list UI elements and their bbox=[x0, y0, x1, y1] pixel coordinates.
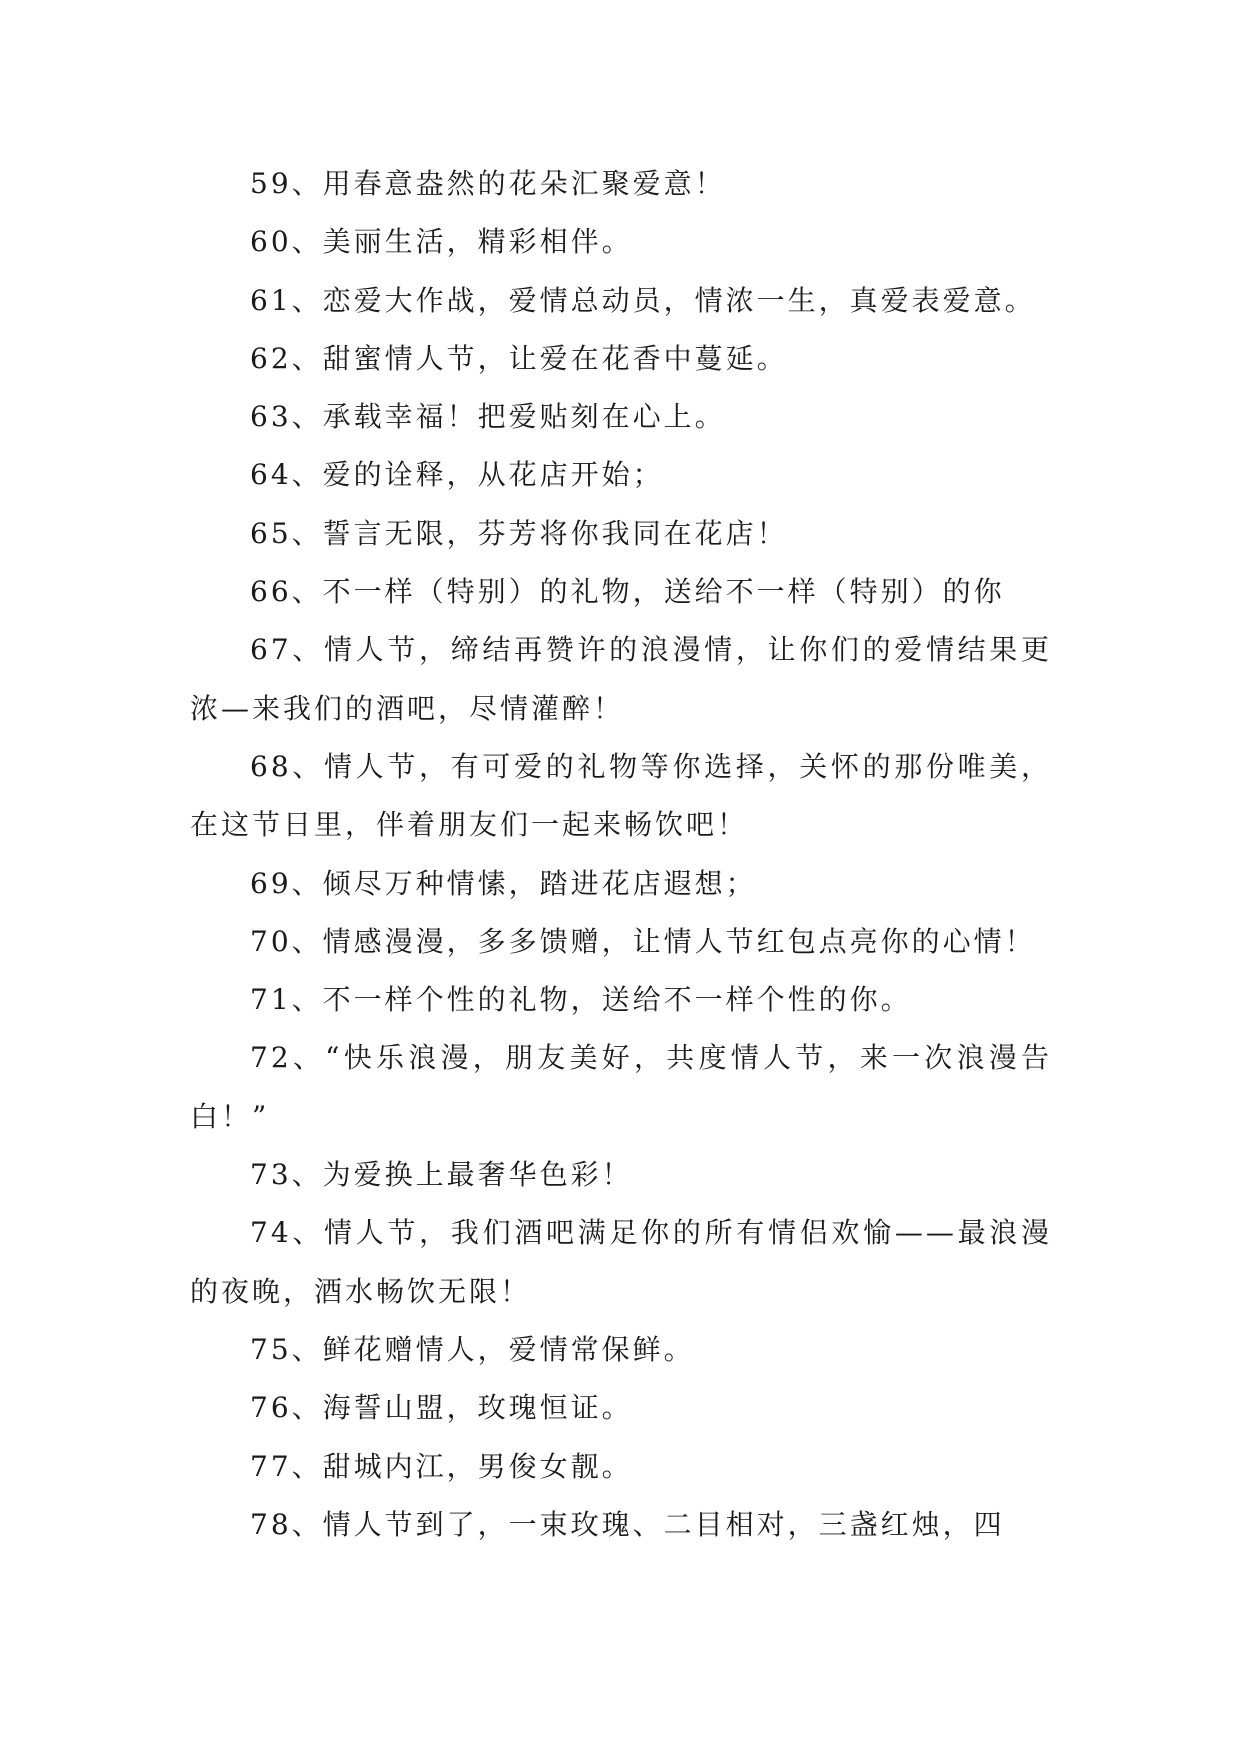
paragraph-76: 76、海誓山盟，玫瑰恒证。 bbox=[250, 1391, 633, 1425]
paragraph-74: 74、情人节，我们酒吧满足你的所有情侣欢愉——最浪漫的夜晚，酒水畅饮无限！ bbox=[190, 1216, 1052, 1308]
paragraph-60: 60、美丽生活，精彩相伴。 bbox=[250, 225, 633, 259]
paragraph-64: 64、爱的诠释，从花店开始； bbox=[250, 458, 664, 492]
paragraph-65: 65、誓言无限，芬芳将你我同在花店！ bbox=[250, 516, 788, 550]
paragraph-66: 66、不一样（特别）的礼物，送给不一样（特别）的你 bbox=[250, 575, 1005, 609]
paragraph-72: 72、“快乐浪漫，朋友美好，共度情人节，来一次浪漫告白！” bbox=[190, 1041, 1052, 1133]
paragraph-59: 59、用春意盎然的花朵汇聚爱意！ bbox=[250, 167, 726, 200]
paragraph-62: 62、甜蜜情人节，让爱在花香中蔓延。 bbox=[250, 341, 788, 375]
paragraph-73: 73、为爱换上最奢华色彩！ bbox=[250, 1158, 633, 1192]
paragraph-71: 71、不一样个性的礼物，送给不一样个性的你。 bbox=[250, 983, 912, 1017]
paragraph-61: 61、恋爱大作战，爱情总动员，情浓一生，真爱表爱意。 bbox=[250, 283, 1036, 317]
paragraph-68: 68、情人节，有可爱的礼物等你选择，关怀的那份唯美，在这节日里，伴着朋友们一起来畅饮吧！ bbox=[190, 749, 1052, 842]
paragraph-69: 69、倾尽万种情愫，踏进花店遐想； bbox=[250, 866, 757, 900]
paragraph-75: 75、鲜花赠情人，爱情常保鲜。 bbox=[250, 1332, 695, 1366]
document-body bbox=[190, 155, 1052, 1554]
paragraph-70: 70、情感漫漫，多多馈赠，让情人节红包点亮你的心情！ bbox=[250, 924, 1036, 958]
paragraph-67: 67、情人节，缔结再赞许的浪漫情，让你们的爱情结果更浓—来我们的酒吧，尽情灌醉！ bbox=[190, 633, 1052, 725]
paragraph-78: 78、情人节到了，一束玫瑰、二目相对，三盏红烛，四 bbox=[250, 1507, 1005, 1541]
paragraph-63: 63、承载幸福！把爱贴刻在心上。 bbox=[250, 400, 726, 434]
paragraph-77: 77、甜城内江，男俊女靓。 bbox=[250, 1449, 633, 1483]
